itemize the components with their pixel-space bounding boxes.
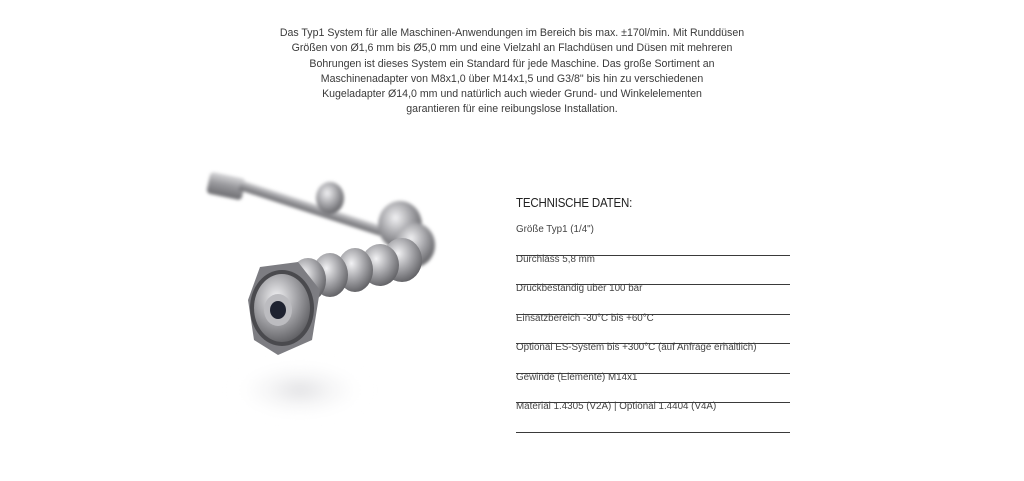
spec-row-material	[516, 403, 790, 433]
spec-text: Einsatzbereich -30°C bis +60°C	[516, 312, 654, 324]
intro-line: Maschinenadapter von M8x1,0 über M14x1,5 und G3/8" bis hin zu verschiedenen	[320, 72, 704, 85]
intro-line: garantieren für eine reibungslose Installation.	[406, 103, 618, 116]
spec-row-es-system	[516, 344, 790, 374]
spec-text: Gewinde (Elemente) M14x1	[516, 371, 638, 383]
technical-data-section	[516, 190, 790, 433]
product-image	[190, 150, 490, 440]
intro-line: Größen von Ø1,6 mm bis Ø5,0 mm und eine Vielzahl an Flachdüsen und Düsen mit mehreren	[291, 42, 733, 55]
spec-row-thread	[516, 371, 790, 404]
spec-text: Größe Typ1 (1/4")	[516, 224, 594, 235]
spec-row-size	[516, 226, 790, 256]
spec-row-pressure	[516, 285, 790, 315]
intro-line: Bohrungen ist dieses System ein Standard für jede Maschine. Das große Sortiment an	[309, 57, 715, 70]
spec-text: Optional ES-System bis +300°C (auf Anfrage erhältlich)	[516, 342, 757, 353]
spec-row-temperature	[516, 312, 790, 345]
intro-line: Das Typ1 System für alle Maschinen-Anwendungen im Bereich bis max. ±170l/min. Mit Runddüsen	[279, 27, 745, 39]
intro-paragraph	[262, 26, 762, 118]
technical-data-title: TECHNISCHE DATEN:	[516, 196, 633, 210]
spec-row-passage	[516, 253, 790, 286]
spec-text: Druckbeständig über 100 bar	[516, 283, 643, 294]
spec-text: Durchlass 5,8 mm	[516, 253, 595, 265]
intro-line: Kugeladapter Ø14,0 mm und natürlich auch wieder Grund- und Winkelelementen	[322, 88, 702, 101]
spec-text: Material 1.4305 (V2A) | Optional 1.4404 (V4A)	[516, 401, 717, 412]
